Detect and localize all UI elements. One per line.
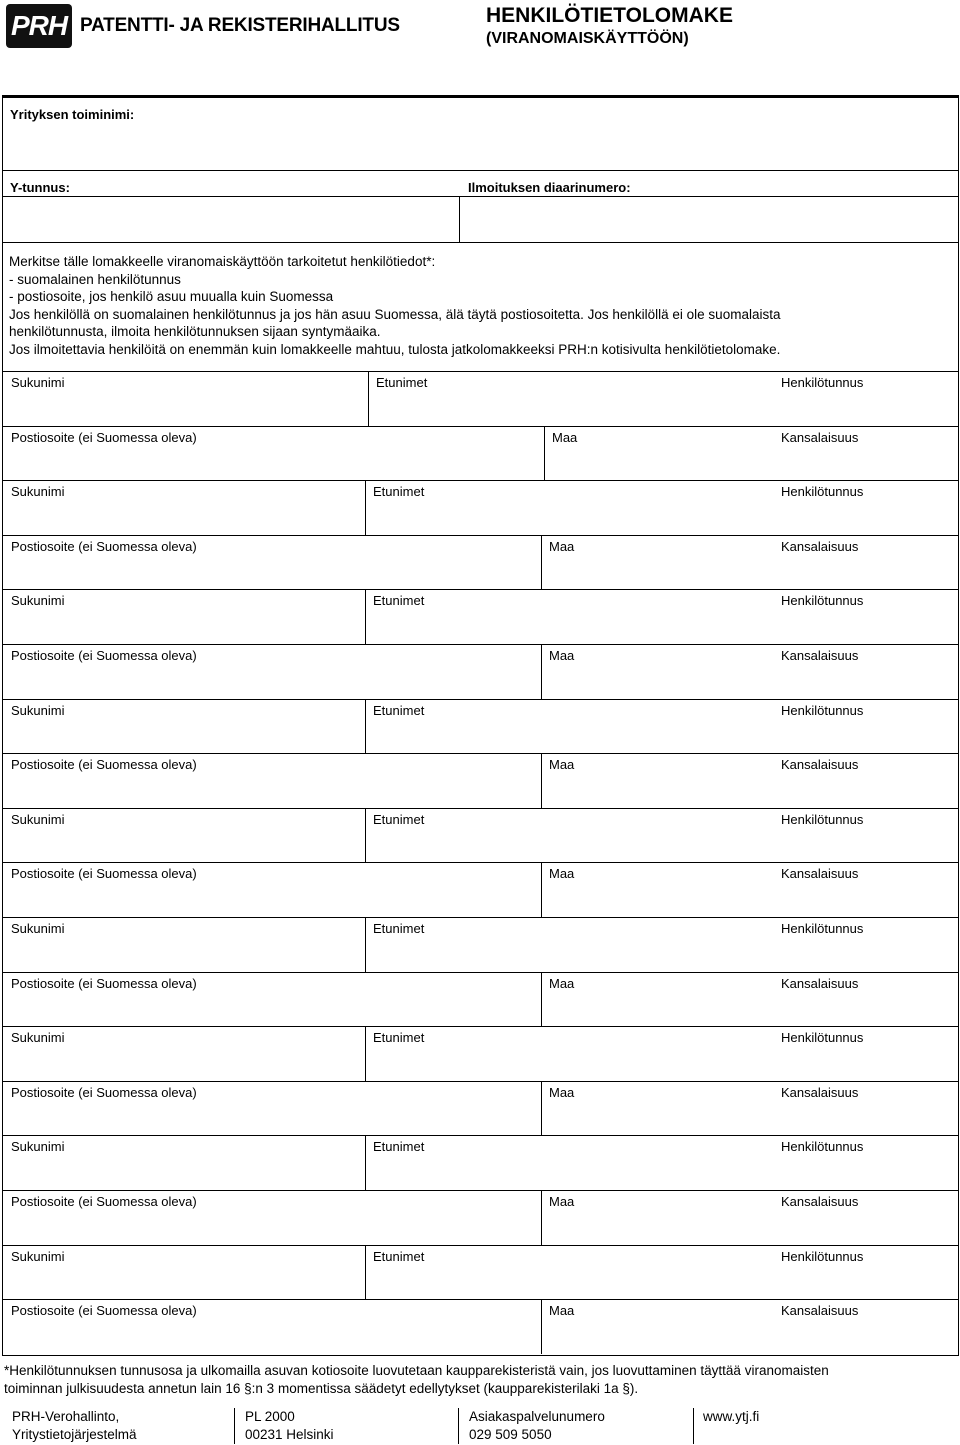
first-names-field[interactable] (366, 830, 772, 863)
first-names-field[interactable] (366, 1267, 772, 1300)
business-id-label: Y-tunnus: (10, 180, 70, 195)
citizenship-field[interactable] (772, 1103, 959, 1136)
personal-id-label: Henkilötunnus (781, 1030, 864, 1046)
citizenship-label: Kansalaisuus (781, 1084, 859, 1100)
country-label: Maa (549, 866, 575, 882)
postal-address-field[interactable] (3, 1321, 541, 1354)
divider (3, 808, 958, 809)
personal-id-field[interactable] (772, 502, 959, 535)
surname-label: Sukunimi (11, 593, 65, 609)
postal-address-field[interactable] (3, 775, 541, 808)
divider (3, 535, 958, 536)
personal-id-label: Henkilötunnus (781, 375, 864, 390)
first-names-label: Etunimet (373, 921, 425, 936)
footer-org-line1: PRH-Verohallinto, (12, 1409, 120, 1424)
country-field[interactable] (542, 1321, 772, 1354)
first-names-label: Etunimet (373, 593, 425, 609)
surname-field[interactable] (3, 830, 365, 863)
first-names-label: Etunimet (373, 1139, 425, 1155)
footer-website (703, 1408, 759, 1444)
instruction-line: - suomalainen henkilötunnus (9, 271, 181, 287)
instructions (9, 253, 780, 359)
country-label: Maa (549, 1084, 575, 1100)
citizenship-field[interactable] (772, 884, 959, 917)
country-label: Maa (549, 757, 575, 773)
instruction-line: henkilötunnusta, ilmoita henkilötunnuksen sijaan syntymäaika. (9, 324, 381, 340)
footer-service (469, 1408, 605, 1444)
postal-address-field[interactable] (3, 1103, 541, 1136)
surname-field[interactable] (3, 1157, 365, 1190)
personal-id-field[interactable] (772, 611, 959, 644)
postal-address-field[interactable] (3, 666, 541, 699)
citizenship-field[interactable] (772, 448, 959, 481)
journal-number-field[interactable] (460, 196, 958, 242)
surname-label: Sukunimi (11, 702, 65, 718)
country-field[interactable] (542, 557, 772, 590)
footer-address (245, 1408, 334, 1444)
first-names-field[interactable] (366, 1157, 772, 1190)
company-name-field[interactable] (3, 124, 958, 170)
personal-id-field[interactable] (772, 1157, 959, 1190)
divider (3, 426, 958, 427)
citizenship-label: Kansalaisuus (781, 866, 859, 882)
business-id-field[interactable] (3, 196, 459, 242)
personal-id-field[interactable] (772, 721, 959, 754)
first-names-field[interactable] (366, 611, 772, 644)
footer-org-line2: Yritystietojärjestelmä (12, 1426, 137, 1442)
personal-id-label: Henkilötunnus (781, 811, 864, 827)
postal-address-field[interactable] (3, 994, 541, 1027)
footnote-line: toiminnan julkisuudesta annetun lain 16 §:n 3 momentissa säädetyt edellytykset (kaupparekisterilaki 1a §). (4, 1380, 639, 1396)
citizenship-field[interactable] (772, 1321, 959, 1354)
surname-field[interactable] (3, 939, 365, 972)
surname-label: Sukunimi (11, 1030, 65, 1046)
first-names-field[interactable] (366, 1048, 772, 1081)
citizenship-field[interactable] (772, 994, 959, 1027)
citizenship-field[interactable] (772, 666, 959, 699)
personal-id-label: Henkilötunnus (781, 1139, 864, 1155)
first-names-label: Etunimet (373, 1030, 425, 1046)
form-subtitle: (VIRANOMAISKÄYTTÖÖN) (486, 30, 689, 47)
footnote-line: *Henkilötunnuksen tunnusosa ja ulkomailla asuvan kotiosoite luovutetaan kaupparekisteristä vain, jos luovuttaminen täyttää viranomaisten (4, 1363, 829, 1378)
footer-divider (693, 1408, 694, 1444)
country-field[interactable] (542, 1212, 772, 1245)
prh-logo-mark: PRH (6, 4, 72, 48)
country-label: Maa (549, 538, 575, 554)
country-label: Maa (552, 429, 578, 445)
divider (3, 170, 958, 171)
country-label: Maa (549, 1194, 575, 1209)
footer-address-line2: 00231 Helsinki (245, 1426, 334, 1442)
surname-field[interactable] (3, 393, 368, 426)
divider (3, 1081, 958, 1082)
divider (3, 644, 958, 645)
surname-label: Sukunimi (11, 375, 65, 390)
footer-service-line1: Asiakaspalvelunumero (469, 1409, 605, 1424)
instruction-line: Merkitse tälle lomakkeelle viranomaiskäyttöön tarkoitetut henkilötiedot*: (9, 254, 436, 269)
company-name-label: Yrityksen toiminimi: (10, 107, 135, 122)
divider (3, 1299, 958, 1300)
footer-divider (458, 1408, 459, 1444)
postal-address-label: Postiosoite (ei Suomessa oleva) (11, 1084, 197, 1100)
postal-address-label: Postiosoite (ei Suomessa oleva) (11, 538, 197, 554)
divider (3, 862, 958, 863)
divider (3, 917, 958, 918)
footer-org (12, 1408, 137, 1444)
postal-address-label: Postiosoite (ei Suomessa oleva) (11, 648, 197, 663)
personal-id-field[interactable] (772, 830, 959, 863)
footnote (4, 1362, 829, 1397)
personal-id-label: Henkilötunnus (781, 921, 864, 936)
first-names-field[interactable] (366, 502, 772, 535)
footer-divider (234, 1408, 235, 1444)
divider (3, 972, 958, 973)
form-block (2, 95, 959, 1356)
divider (3, 1190, 958, 1191)
surname-field[interactable] (3, 1267, 365, 1300)
country-field[interactable] (545, 448, 772, 481)
instruction-line: Jos henkilöllä on suomalainen henkilötunnus ja jos hän asuu Suomessa, älä täytä postiosoitetta. Jos henkilöllä ei ole suomalaista (9, 306, 781, 322)
personal-id-label: Henkilötunnus (781, 1248, 864, 1264)
citizenship-label: Kansalaisuus (781, 648, 859, 663)
first-names-field[interactable] (369, 393, 772, 426)
personal-id-label: Henkilötunnus (781, 702, 864, 718)
footer-address-line1: PL 2000 (245, 1409, 295, 1424)
first-names-label: Etunimet (373, 1248, 425, 1264)
first-names-label: Etunimet (373, 811, 425, 827)
country-label: Maa (549, 648, 575, 663)
first-names-field[interactable] (366, 721, 772, 754)
personal-id-label: Henkilötunnus (781, 593, 864, 609)
postal-address-label: Postiosoite (ei Suomessa oleva) (11, 1194, 197, 1209)
divider (3, 480, 958, 481)
surname-field[interactable] (3, 611, 365, 644)
citizenship-field[interactable] (772, 775, 959, 808)
country-field[interactable] (542, 1103, 772, 1136)
country-field[interactable] (542, 666, 772, 699)
postal-address-field[interactable] (3, 1212, 541, 1245)
personal-id-field[interactable] (772, 1048, 959, 1081)
postal-address-field[interactable] (3, 557, 541, 590)
postal-address-label: Postiosoite (ei Suomessa oleva) (11, 975, 197, 991)
country-field[interactable] (542, 884, 772, 917)
postal-address-label: Postiosoite (ei Suomessa oleva) (11, 429, 197, 445)
country-field[interactable] (542, 775, 772, 808)
citizenship-label: Kansalaisuus (781, 429, 859, 445)
divider (3, 1135, 958, 1136)
citizenship-label: Kansalaisuus (781, 757, 859, 773)
divider (3, 589, 958, 590)
footer-website-link[interactable]: www.ytj.fi (703, 1409, 760, 1424)
prh-logo-text: PATENTTI- JA REKISTERIHALLITUS (80, 15, 400, 36)
surname-field[interactable] (3, 721, 365, 754)
first-names-field[interactable] (366, 939, 772, 972)
citizenship-label: Kansalaisuus (781, 975, 859, 991)
postal-address-label: Postiosoite (ei Suomessa oleva) (11, 1303, 197, 1319)
divider (3, 1245, 958, 1246)
first-names-label: Etunimet (373, 484, 425, 500)
surname-label: Sukunimi (11, 1248, 65, 1264)
citizenship-field[interactable] (772, 1212, 959, 1245)
surname-label: Sukunimi (11, 484, 65, 500)
country-label: Maa (549, 975, 575, 991)
personal-id-field[interactable] (772, 939, 959, 972)
journal-number-label: Ilmoituksen diaarinumero: (468, 180, 631, 195)
surname-label: Sukunimi (11, 811, 65, 827)
personal-id-field[interactable] (772, 393, 959, 426)
prh-logo (6, 3, 400, 49)
surname-field[interactable] (3, 502, 365, 535)
divider (3, 753, 958, 754)
first-names-label: Etunimet (373, 702, 425, 718)
citizenship-field[interactable] (772, 557, 959, 590)
surname-field[interactable] (3, 1048, 365, 1081)
country-field[interactable] (542, 994, 772, 1027)
divider (3, 699, 958, 700)
postal-address-field[interactable] (3, 448, 544, 481)
country-label: Maa (549, 1303, 575, 1319)
personal-id-field[interactable] (772, 1267, 959, 1300)
citizenship-label: Kansalaisuus (781, 1303, 859, 1319)
surname-label: Sukunimi (11, 921, 65, 936)
instruction-line: - postiosoite, jos henkilö asuu muualla kuin Suomessa (9, 289, 334, 305)
first-names-label: Etunimet (376, 375, 428, 390)
citizenship-label: Kansalaisuus (781, 538, 859, 554)
personal-id-label: Henkilötunnus (781, 484, 864, 500)
form-title: HENKILÖTIETOLOMAKE (486, 4, 733, 27)
divider (3, 371, 958, 372)
footer-service-line2: 029 509 5050 (469, 1426, 552, 1442)
postal-address-label: Postiosoite (ei Suomessa oleva) (11, 757, 197, 773)
divider (3, 242, 958, 243)
postal-address-field[interactable] (3, 884, 541, 917)
postal-address-label: Postiosoite (ei Suomessa oleva) (11, 866, 197, 882)
divider (3, 1026, 958, 1027)
citizenship-label: Kansalaisuus (781, 1194, 859, 1209)
instruction-line: Jos ilmoitettavia henkilöitä on enemmän kuin lomakkeelle mahtuu, tulosta jatkolomakkeeksi PRH:n kotisivulta henkilötietolomake. (9, 341, 781, 357)
surname-label: Sukunimi (11, 1139, 65, 1155)
